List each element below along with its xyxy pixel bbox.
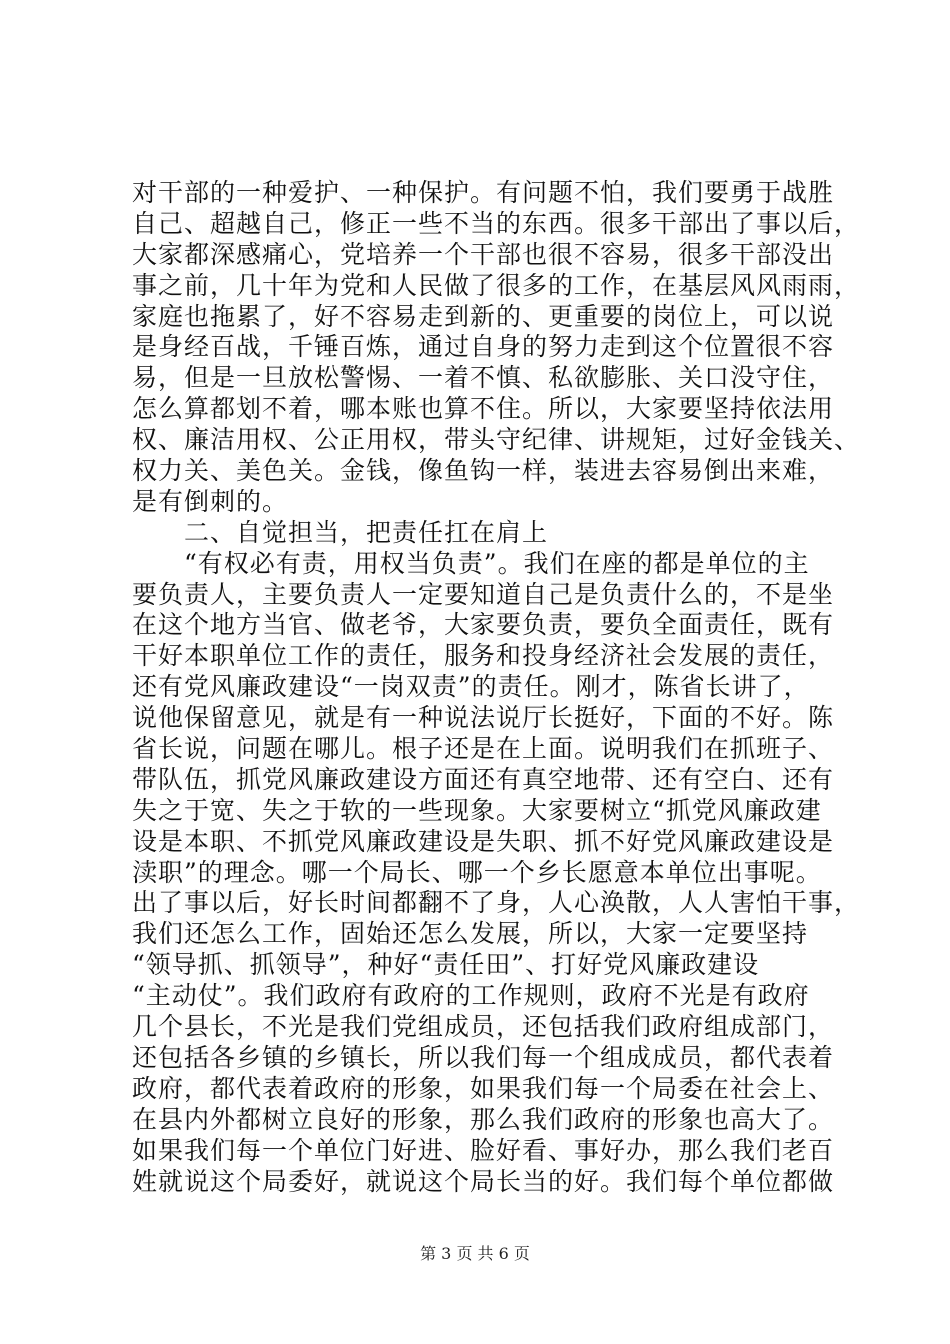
text-line: 要负责人，主要负责人一定要知道自己是负责什么的，不是坐 — [132, 579, 835, 609]
text-line: 失之于宽、失之于软的一些现象。大家要树立“抓党风廉政建 — [132, 795, 822, 825]
text-line: “主动仗”。我们政府有政府的工作规则，政府不光是有政府 — [132, 981, 810, 1011]
text-line: 权、廉洁用权、公正用权，带头守纪律、讲规矩，过好金钱关、 — [132, 425, 861, 455]
text-line: 是身经百战，千锤百炼，通过自身的努力走到这个位置很不容 — [132, 332, 835, 362]
text-line: 政府，都代表着政府的形象，如果我们每一个局委在社会上、 — [132, 1073, 835, 1103]
text-line: 省长说，问题在哪儿。根子还是在上面。说明我们在抓班子、 — [132, 734, 835, 764]
text-line: 家庭也拖累了，好不容易走到新的、更重要的岗位上，可以说 — [132, 301, 835, 331]
text-line: 几个县长，不光是我们党组成员，还包括我们政府组成部门， — [132, 1012, 835, 1042]
text-line: 怎么算都划不着，哪本账也算不住。所以，大家要坚持依法用 — [132, 394, 835, 424]
text-line: 在县内外都树立良好的形象，那么我们政府的形象也高大了。 — [132, 1104, 835, 1134]
text-line: 出了事以后，好长时间都翻不了身，人心涣散，人人害怕干事， — [132, 888, 861, 918]
text-line: 二、自觉担当，把责任扛在肩上 — [132, 517, 549, 547]
text-line: 易，但是一旦放松警惕、一着不慎、私欲膨胀、关口没守住， — [132, 363, 835, 393]
text-line: 渎职”的理念。哪一个局长、哪一个乡长愿意本单位出事呢。 — [132, 857, 822, 887]
text-line: “领导抓、抓领导”，种好“责任田”、打好党风廉政建设 — [132, 950, 760, 980]
text-line: 大家都深感痛心，党培养一个干部也很不容易，很多干部没出 — [132, 239, 835, 269]
text-line: 我们还怎么工作，固始还怎么发展，所以，大家一定要坚持 — [132, 919, 809, 949]
text-line: 是有倒刺的。 — [132, 486, 289, 516]
text-line: 姓就说这个局委好，就说这个局长当的好。我们每个单位都做 — [132, 1166, 835, 1196]
text-line: “有权必有责，用权当负责”。我们在座的都是单位的主 — [132, 548, 810, 578]
text-line: 还包括各乡镇的乡镇长，所以我们每一个组成成员，都代表着 — [132, 1042, 835, 1072]
text-line: 事之前，几十年为党和人民做了很多的工作，在基层风风雨雨， — [132, 270, 861, 300]
text-line: 如果我们每一个单位门好进、脸好看、事好办，那么我们老百 — [132, 1135, 835, 1165]
text-line: 干好本职单位工作的责任，服务和投身经济社会发展的责任， — [132, 641, 835, 671]
text-line: 自己、超越自己，修正一些不当的东西。很多干部出了事以后， — [132, 208, 861, 238]
text-line: 还有党风廉政建设“一岗双责”的责任。刚才，陈省长讲了， — [132, 672, 810, 702]
text-line: 设是本职、不抓党风廉政建设是失职、抓不好党风廉政建设是 — [132, 826, 835, 856]
text-line: 对干部的一种爱护、一种保护。有问题不怕，我们要勇于战胜 — [132, 178, 835, 207]
text-line: 权力关、美色关。金钱，像鱼钩一样，装进去容易倒出来难， — [132, 456, 835, 486]
text-line: 在这个地方当官、做老爷，大家要负责，要负全面责任，既有 — [132, 610, 835, 640]
page-number-footer: 第 3 页 共 6 页 — [420, 1244, 530, 1263]
body-text — [132, 178, 861, 1197]
text-line: 带队伍，抓党风廉政建设方面还有真空地带、还有空白、还有 — [132, 764, 835, 794]
text-line: 说他保留意见，就是有一种说法说厅长挺好，下面的不好。陈 — [132, 703, 835, 733]
